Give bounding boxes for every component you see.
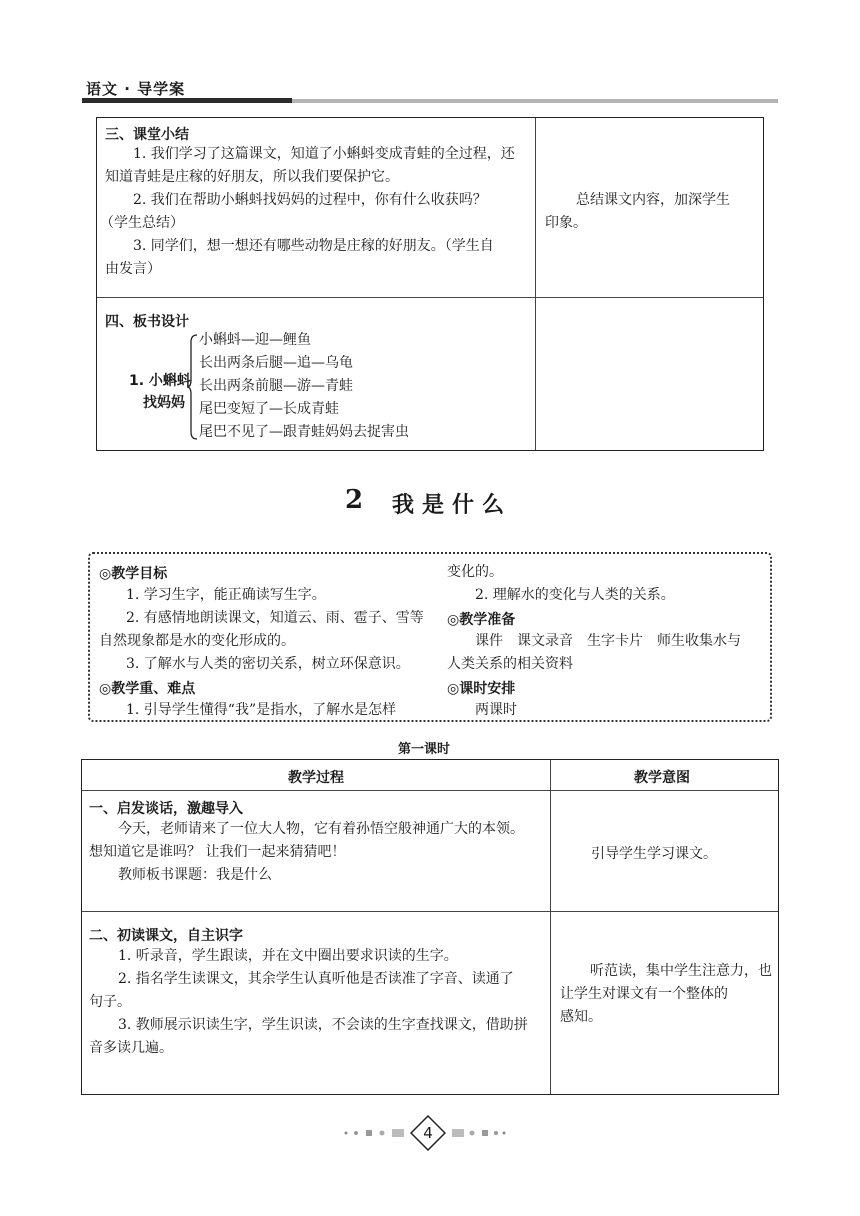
keypoint-line: 1. 引导学生懂得“我”是指水，了解水是怎样 <box>126 702 397 718</box>
header-title: 语文 · 导学案 <box>86 80 186 98</box>
prep-line: 课件 课文录音 生字卡片 师生收集水与 <box>475 633 741 649</box>
row1-heading: 一、启发谈话，激趣导入 <box>89 801 243 817</box>
row1-line: 想知道它是谁吗？ 让我们一起来猜猜吧！ <box>89 844 346 860</box>
summary-intent: 总结课文内容，加深学生 <box>576 192 730 208</box>
board-line: 长出两条后腿—追—乌龟 <box>199 355 353 371</box>
table-divider <box>82 790 778 791</box>
summary-intent: 印象。 <box>545 215 587 231</box>
board-heading: 四、板书设计 <box>105 314 189 330</box>
goal-line: 2. 有感情地朗读课文，知道云、雨、雹子、雪等 <box>126 610 424 626</box>
goals-heading: ◎教学目标 <box>99 566 168 582</box>
row2-line: 3. 教师展示识读生字，学生识读，不会读的生字查找课文，借助拼 <box>118 1017 528 1033</box>
row2-line: 2. 指名学生读课文，其余学生认真听他是否读准了字音、读通了 <box>118 971 514 987</box>
row1-line: 今天，老师请来了一位大人物，它有着孙悟空般神通广大的本领。 <box>118 821 524 837</box>
row2-line: 1. 听录音，学生跟读，并在文中圈出要求识读的生字。 <box>118 948 458 964</box>
page-number: 4 <box>423 1124 433 1142</box>
board-label: 找妈妈 <box>143 395 185 411</box>
column-header-intent: 教学意图 <box>634 770 690 786</box>
schedule-value: 两课时 <box>475 702 517 718</box>
table-divider <box>535 118 536 450</box>
row2-heading: 二、初读课文，自主识字 <box>89 928 243 944</box>
summary-line: 知道青蛙是庄稼的好朋友，所以我们要保护它。 <box>105 169 399 185</box>
row2-intent: 让学生对课文有一个整体的 <box>560 986 728 1002</box>
row2-line: 音多读几遍。 <box>89 1040 173 1056</box>
row1-intent: 引导学生学习课文。 <box>591 846 717 862</box>
goal-line: 自然现象都是水的变化形成的。 <box>99 633 295 649</box>
board-line: 尾巴变短了—长成青蛙 <box>199 401 339 417</box>
summary-line: 由发言） <box>105 261 161 277</box>
summary-line: 3. 同学们，想一想还有哪些动物是庄稼的好朋友。（学生自 <box>133 238 494 254</box>
board-line: 尾巴不见了—跟青蛙妈妈去捉害虫 <box>199 424 409 440</box>
header-bar <box>82 98 292 103</box>
table-divider <box>82 911 778 912</box>
keypoint-line: 2. 理解水的变化与人类的关系。 <box>475 587 675 603</box>
board-label: 1. 小蝌蚪 <box>129 373 191 389</box>
row1-line: 教师板书课题：我是什么 <box>118 867 272 883</box>
summary-line: 2. 我们在帮助小蝌蚪找妈妈的过程中，你有什么收获吗？ <box>133 192 487 208</box>
keypoint-line: 变化的。 <box>447 564 503 580</box>
board-line: 小蝌蚪—迎—鲤鱼 <box>199 332 311 348</box>
schedule-heading: ◎课时安排 <box>447 681 516 697</box>
lesson-title: 我是什么 <box>392 493 513 518</box>
column-header-process: 教学过程 <box>288 770 344 786</box>
summary-line: （学生总结） <box>100 215 184 231</box>
header-rule <box>292 99 778 103</box>
prep-line: 人类关系的相关资料 <box>447 656 573 672</box>
table-divider <box>97 297 763 298</box>
table-divider <box>550 760 551 1094</box>
left-brace-icon <box>186 334 198 440</box>
prep-heading: ◎教学准备 <box>447 612 516 628</box>
row2-intent: 感知。 <box>560 1009 602 1025</box>
lesson-number: 2 <box>345 485 364 515</box>
board-line: 长出两条前腿—游—青蛙 <box>199 378 353 394</box>
goal-line: 3. 了解水与人类的密切关系，树立环保意识。 <box>126 656 410 672</box>
footer-ornament-left <box>342 1127 408 1139</box>
footer-ornament-right <box>450 1127 508 1139</box>
goal-line: 1. 学习生字，能正确读写生字。 <box>126 587 326 603</box>
summary-line: 1. 我们学习了这篇课文，知道了小蝌蚪变成青蛙的全过程，还 <box>133 146 515 162</box>
row2-intent: 听范读，集中学生注意力，也 <box>590 963 772 979</box>
summary-heading: 三、课堂小结 <box>105 127 189 143</box>
row2-line: 句子。 <box>89 994 131 1010</box>
keypoints-heading: ◎教学重、难点 <box>99 681 196 697</box>
session-title: 第一课时 <box>398 742 451 757</box>
